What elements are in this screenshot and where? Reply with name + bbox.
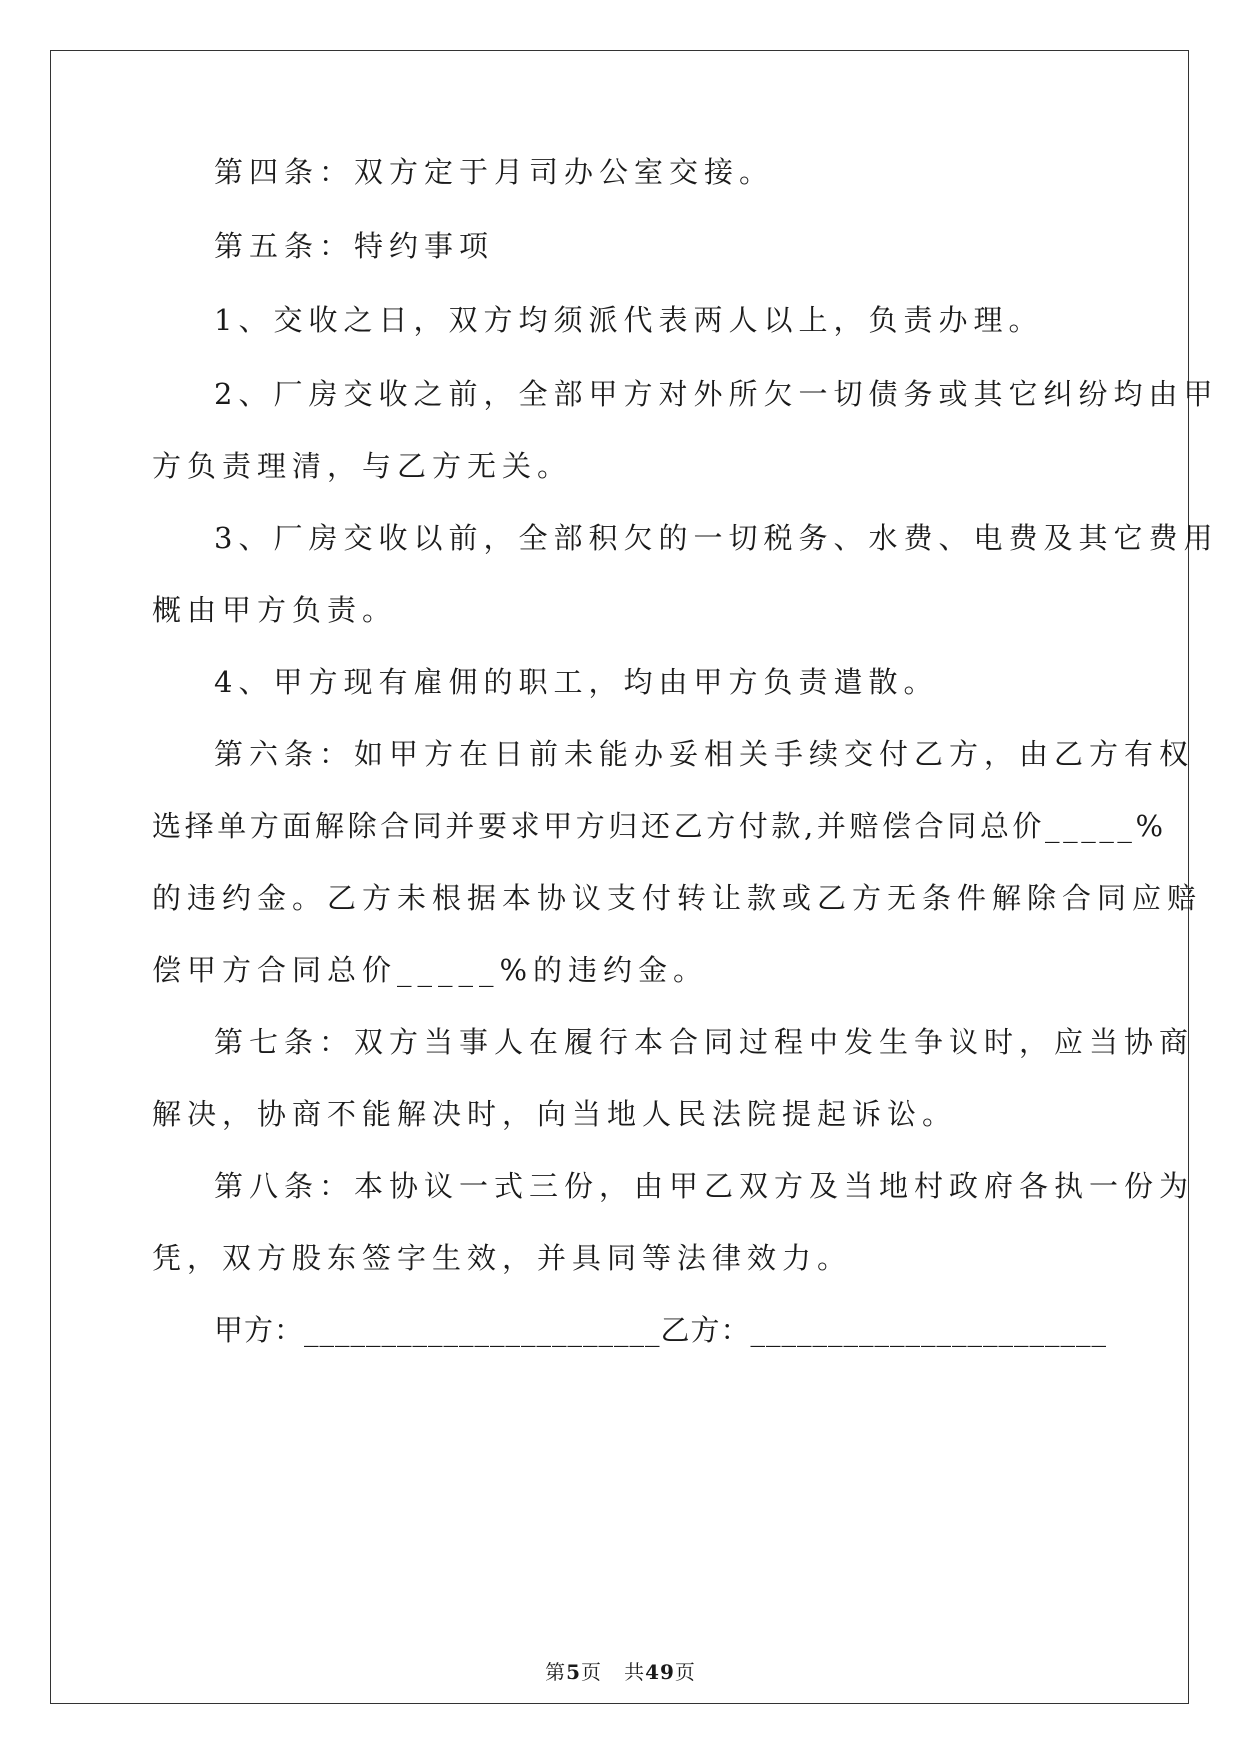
clause-6-line-2: 选择单方面解除合同并要求甲方归还乙方付款,并赔偿合同总价_____% bbox=[152, 809, 1167, 843]
clause-6-line-1: 第六条：如甲方在日前未能办妥相关手续交付乙方，由乙方有权 bbox=[214, 737, 1195, 771]
footer-total-suffix: 页 bbox=[674, 1660, 696, 1684]
clause-5-item-3-line-1: 3、厂房交收以前，全部积欠的一切税务、水费、电费及其它费用 bbox=[214, 521, 1219, 555]
clause-8-line-1: 第八条：本协议一式三份，由甲乙双方及当地村政府各执一份为 bbox=[214, 1169, 1195, 1203]
clause-5-heading: 第五条：特约事项 bbox=[214, 229, 495, 263]
footer-total-prefix: 共 bbox=[624, 1660, 646, 1684]
page-border bbox=[50, 50, 1189, 1704]
footer-prefix: 第 bbox=[545, 1660, 567, 1684]
footer-page-number: 5 bbox=[566, 1660, 581, 1684]
clause-6-line-4: 偿甲方合同总价_____%的违约金。 bbox=[152, 953, 709, 987]
clause-8-line-2: 凭，双方股东签字生效，并具同等法律效力。 bbox=[152, 1241, 853, 1275]
footer-page-suffix: 页 bbox=[581, 1660, 602, 1684]
clause-5-item-3-line-2: 概由甲方负责。 bbox=[152, 593, 398, 627]
clause-5-item-1: 1、交收之日，双方均须派代表两人以上，负责办理。 bbox=[214, 303, 1044, 337]
clause-6-line-3: 的违约金。乙方未根据本协议支付转让款或乙方无条件解除合同应赔 bbox=[152, 881, 1203, 915]
clause-4: 第四条：双方定于月司办公室交接。 bbox=[214, 155, 775, 189]
clause-5-item-2-line-2: 方负责理清，与乙方无关。 bbox=[152, 449, 573, 483]
signature-line: 甲方：_______________________乙方：_______________________ bbox=[214, 1313, 1108, 1347]
page-footer bbox=[0, 1656, 1241, 1685]
clause-5-item-2-line-1: 2、厂房交收之前，全部甲方对外所欠一切债务或其它纠纷均由甲 bbox=[214, 377, 1219, 411]
clause-7-line-1: 第七条：双方当事人在履行本合同过程中发生争议时，应当协商 bbox=[214, 1025, 1195, 1059]
clause-5-item-4: 4、甲方现有雇佣的职工，均由甲方负责遣散。 bbox=[214, 665, 939, 699]
clause-7-line-2: 解决，协商不能解决时，向当地人民法院提起诉讼。 bbox=[152, 1097, 958, 1131]
footer-total-pages: 49 bbox=[645, 1660, 675, 1684]
